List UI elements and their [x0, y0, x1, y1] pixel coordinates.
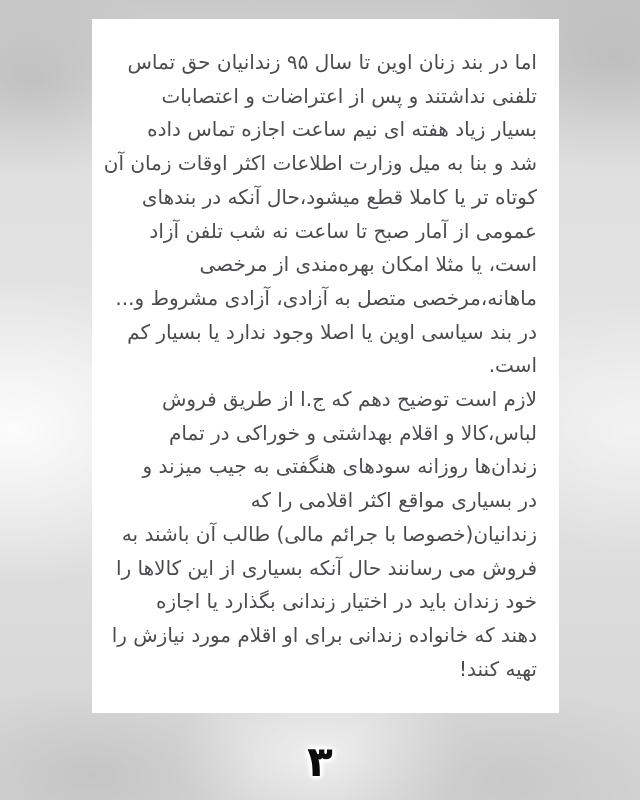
- paragraph-block: [92, 19, 559, 686]
- text-line: است، یا مثلا امکان بهره‌مندی از مرخصی: [199, 252, 537, 277]
- text-line: عمومی از آمار صبح تا ساعت نه شب تلفن آزاد: [149, 218, 537, 243]
- text-line: است.: [488, 353, 537, 378]
- text-line: ماهانه،مرخصی متصل به آزادی، آزادی مشروط و...: [115, 285, 537, 310]
- text-line: زندانیان(خصوصا با جرائم مالی) طالب آن باشند به: [121, 521, 537, 546]
- text-line: زندان‌ها روزانه سودهای هنگفتی به جیب میزند و: [142, 454, 537, 479]
- text-line: تهیه کنند!: [458, 656, 537, 681]
- text-line: بسیار زیاد هفته ای نیم ساعت اجازه تماس داده: [147, 117, 537, 142]
- text-line: تلفنی نداشتند و پس از اعتراضات و اعتصابات: [161, 83, 537, 108]
- text-line: فروش می رسانند حال آنکه بسیاری از این کالاها را: [115, 555, 537, 580]
- document-page: [92, 19, 559, 713]
- text-line: کوتاه تر یا کاملا قطع میشود،حال آنکه در بندهای: [141, 184, 537, 209]
- text-line: خود زندان باید در اختیار زندانی بگذارد یا اجازه: [155, 589, 537, 614]
- text-line: لباس،کالا و اقلام بهداشتی و خوراکی در تمام: [169, 420, 537, 445]
- text-line: لازم است توضیح دهم که ج.ا از طریق فروش: [162, 387, 537, 412]
- text-line: در بند سیاسی اوین یا اصلا وجود ندارد یا بسیار کم: [127, 319, 537, 344]
- text-line: اما در بند زنان اوین تا سال ۹۵ زندانیان حق تماس: [127, 50, 537, 74]
- text-line: در بسیاری مواقع اکثر اقلامی را که: [250, 488, 537, 513]
- page-number: ۳: [307, 737, 333, 786]
- text-line: دهند که خانواده زندانی برای او اقلام مورد نیازش را: [111, 622, 537, 647]
- text-line: شد و بنا به میل وزارت اطلاعات اکثر اوقات زمان آن: [103, 151, 537, 176]
